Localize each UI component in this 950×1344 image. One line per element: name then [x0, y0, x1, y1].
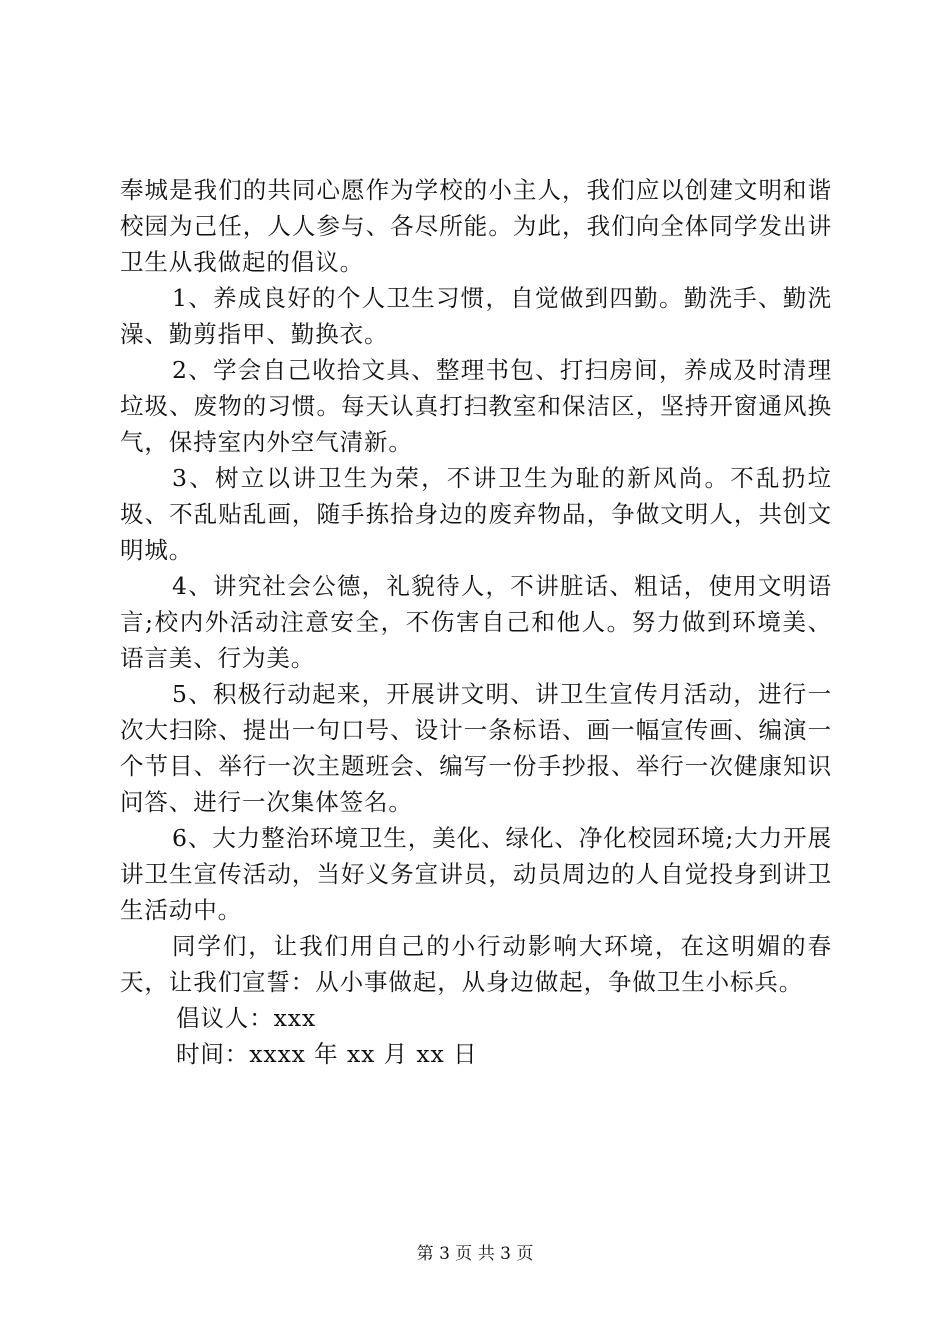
- proposal-item-2: 2、学会自己收拾文具、整理书包、打扫房间，养成及时清理垃圾、废物的习惯。每天认真打扫教室和保洁区，坚持开窗通风换气，保持室内外空气清新。: [120, 356, 832, 456]
- proposal-item-1: 1、养成良好的个人卫生习惯，自觉做到四勤。勤洗手、勤洗澡、勤剪指甲、勤换衣。: [120, 284, 832, 348]
- proposal-item-5: 5、积极行动起来，开展讲文明、讲卫生宣传月活动，进行一次大扫除、提出一句口号、设计一条标语、画一幅宣传画、编演一个节目、举行一次主题班会、编写一份手抄报、举行一次健康知识问答、进行一次集体签名。: [120, 680, 832, 816]
- intro-paragraph: 奉城是我们的共同心愿作为学校的小主人，我们应以创建文明和谐校园为己任，人人参与、各尽所能。为此，我们向全体同学发出讲卫生从我做起的倡议。: [120, 176, 832, 276]
- proposal-item-3: 3、树立以讲卫生为荣，不讲卫生为耻的新风尚。不乱扔垃圾、不乱贴乱画，随手拣拾身边的废弃物品，争做文明人，共创文明城。: [120, 464, 832, 564]
- date-line: 时间：xxxx 年 xx 月 xx 日: [176, 1040, 478, 1068]
- proposal-item-6: 6、大力整治环境卫生，美化、绿化、净化校园环境;大力开展讲卫生宣传活动，当好义务宣讲员，动员周边的人自觉投身到讲卫生活动中。: [120, 824, 832, 924]
- document-body: [120, 172, 832, 1072]
- proposal-item-4: 4、讲究社会公德，礼貌待人，不讲脏话、粗话，使用文明语言;校内外活动注意安全，不伤害自己和他人。努力做到环境美、语言美、行为美。: [120, 572, 832, 672]
- proposer-line: 倡议人：xxx: [176, 1004, 317, 1032]
- closing-paragraph: 同学们，让我们用自己的小行动影响大环境，在这明媚的春天，让我们宣誓：从小事做起，从身边做起，争做卫生小标兵。: [120, 932, 832, 996]
- page-footer: [0, 1243, 950, 1265]
- page-number: 第 3 页 共 3 页: [416, 1244, 534, 1264]
